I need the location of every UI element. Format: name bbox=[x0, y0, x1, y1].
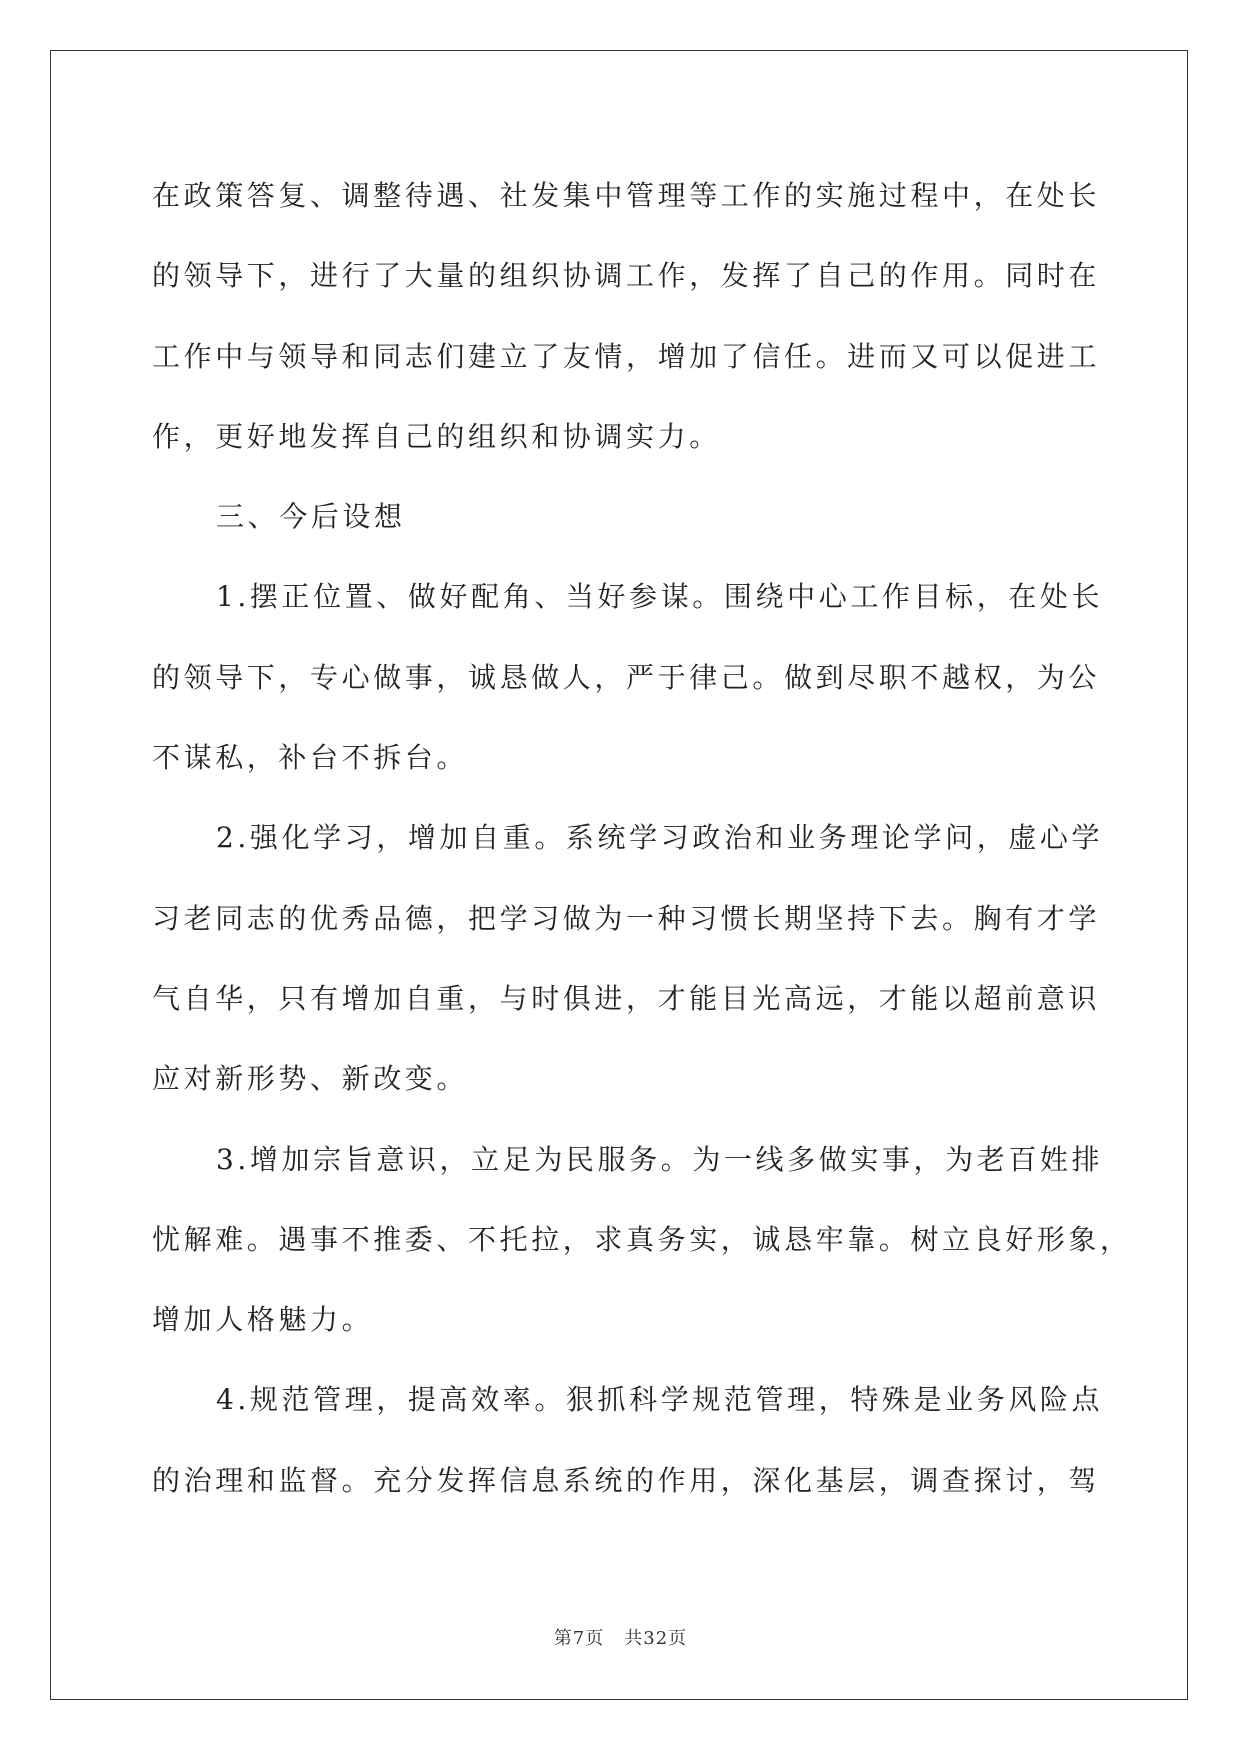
text-line: 3.增加宗旨意识，立足为民服务。为一线多做实事，为老百姓排 bbox=[216, 1142, 1104, 1176]
page-number: 第7页 bbox=[553, 1628, 605, 1649]
section-heading: 三、今后设想 bbox=[216, 500, 406, 534]
page-footer bbox=[0, 1624, 1241, 1650]
text-line: 作，更好地发挥自己的组织和协调实力。 bbox=[152, 419, 721, 453]
text-line: 2.强化学习，增加自重。系统学习政治和业务理论学问，虚心学 bbox=[216, 821, 1104, 855]
text-line: 应对新形势、新改变。 bbox=[152, 1062, 469, 1096]
text-line: 的领导下，进行了大量的组织协调工作，发挥了自己的作用。同时在 bbox=[152, 259, 1101, 293]
text-line: 4.规范管理，提高效率。狠抓科学规范管理，特殊是业务风险点 bbox=[216, 1383, 1104, 1417]
text-line: 习老同志的优秀品德，把学习做为一种习惯长期坚持下去。胸有才学 bbox=[152, 901, 1101, 935]
text-line: 在政策答复、调整待遇、社发集中管理等工作的实施过程中，在处长 bbox=[152, 179, 1101, 212]
text-line: 1.摆正位置、做好配角、当好参谋。围绕中心工作目标，在处长 bbox=[216, 580, 1104, 614]
text-line: 的治理和监督。充分发挥信息系统的作用，深化基层，调查探讨，驾 bbox=[152, 1463, 1101, 1497]
text-line: 忧解难。遇事不推委、不托拉，求真务实，诚恳牢靠。树立良好形象， bbox=[152, 1222, 1132, 1256]
document-body bbox=[152, 156, 1132, 1521]
text-line: 工作中与领导和同志们建立了友情，增加了信任。进而又可以促进工 bbox=[152, 339, 1101, 373]
text-line: 的领导下，专心做事，诚恳做人，严于律己。做到尽职不越权，为公 bbox=[152, 660, 1101, 694]
text-line: 增加人格魅力。 bbox=[152, 1303, 374, 1337]
text-line: 气自华，只有增加自重，与时俱进，才能目光高远，才能以超前意识 bbox=[152, 981, 1101, 1015]
text-line: 不谋私，补台不拆台。 bbox=[152, 741, 469, 775]
page-total: 共32页 bbox=[624, 1628, 688, 1649]
